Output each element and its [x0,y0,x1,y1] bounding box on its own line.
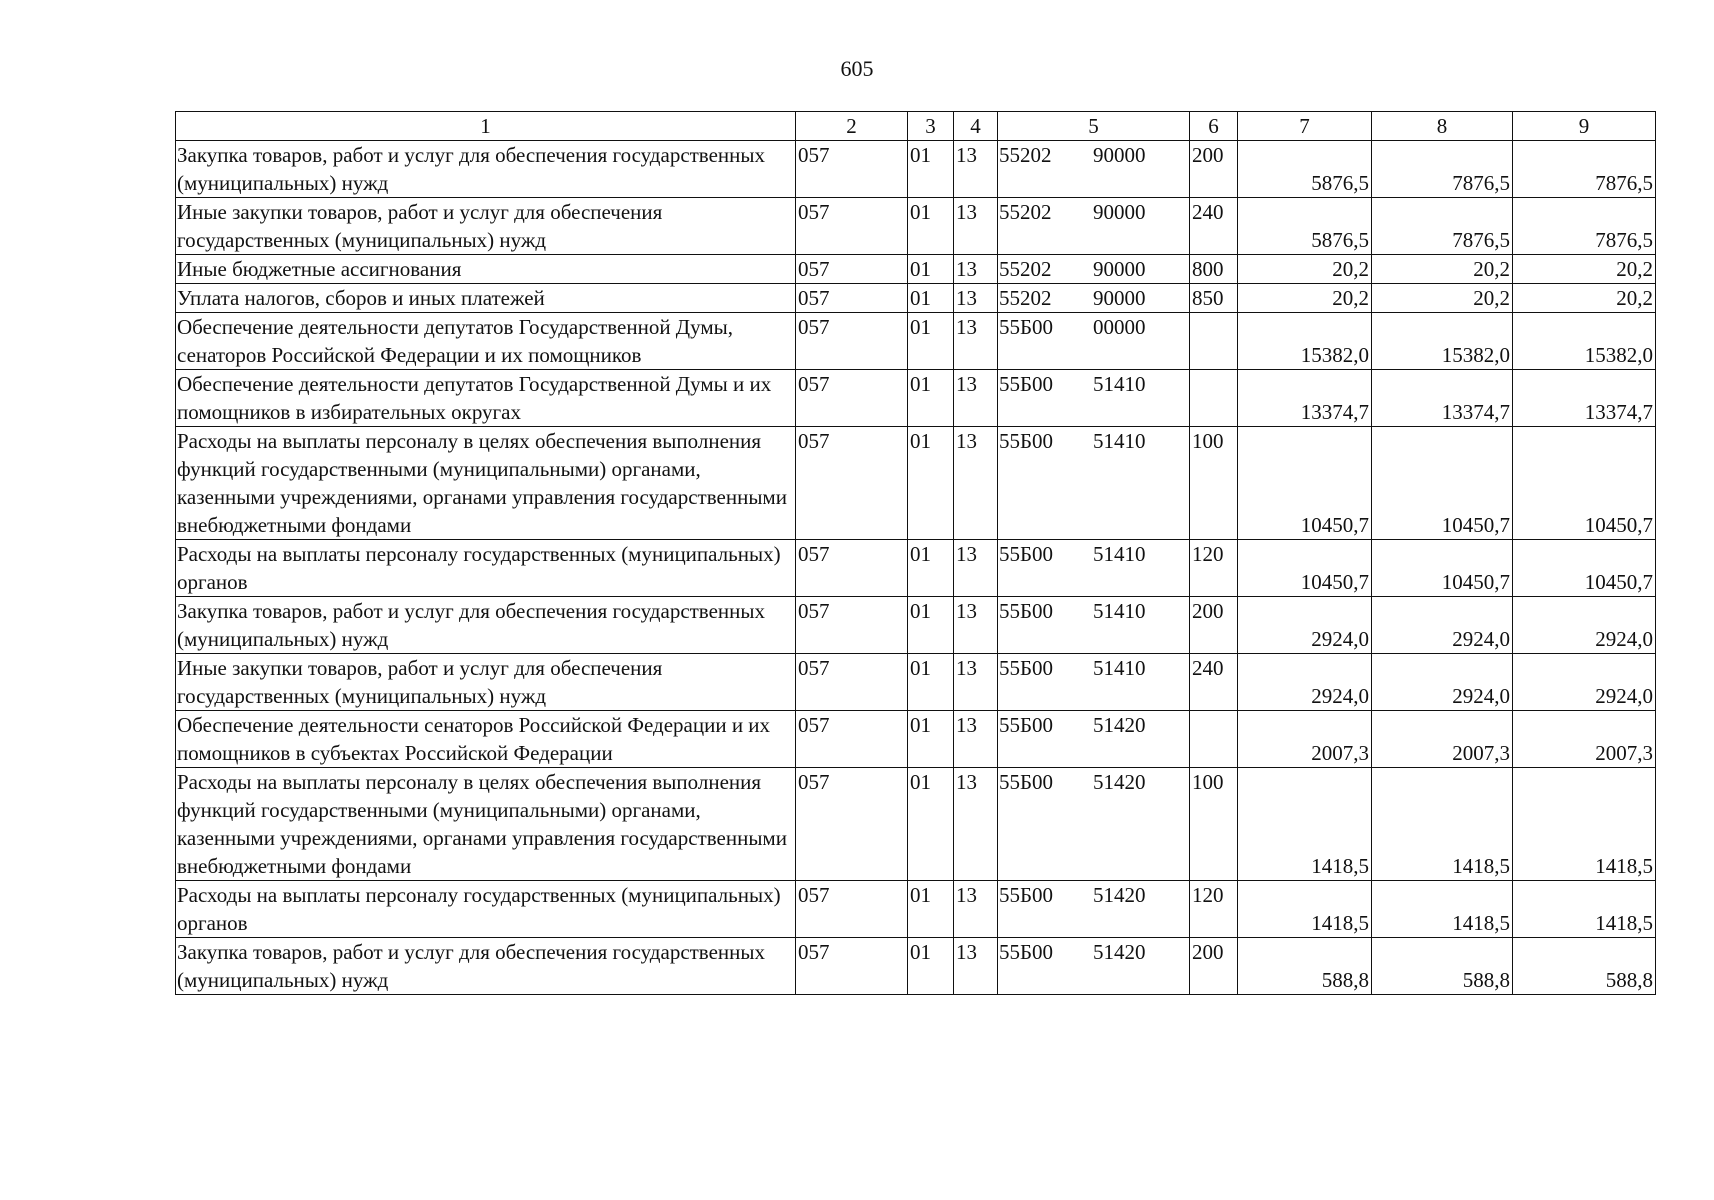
row-amount-9: 15382,0 [1513,313,1656,370]
row-target-code-part-2: 90000 [1093,257,1146,281]
row-expense-type: 240 [1190,654,1238,711]
column-header: 1 [176,112,796,141]
row-amount-7: 2924,0 [1238,654,1372,711]
row-target-code [998,938,1190,995]
row-name: Обеспечение деятельности депутатов Государственной Думы, сенаторов Российской Федерации и их помощников [176,313,796,370]
row-section-code: 01 [908,427,954,540]
row-name: Иные закупки товаров, работ и услуг для обеспечения государственных (муниципальных) нужд [176,654,796,711]
row-section-code: 01 [908,938,954,995]
row-amount-9: 1418,5 [1513,881,1656,938]
row-amount-8: 15382,0 [1372,313,1513,370]
row-name: Расходы на выплаты персоналу в целях обеспечения выполнения функций государственными (муниципальными) органами, казенными учреждениями, органами управления государственными внебюджетными фондами [176,768,796,881]
row-amount-9: 588,8 [1513,938,1656,995]
row-expense-type [1190,711,1238,768]
row-name: Закупка товаров, работ и услуг для обеспечения государственных (муниципальных) нужд [176,938,796,995]
row-target-code [998,370,1190,427]
row-amount-8: 20,2 [1372,284,1513,313]
row-target-code-part-1: 55Б00 [999,883,1054,907]
row-target-code-part-1: 55Б00 [999,599,1054,623]
row-ministry-code: 057 [796,881,908,938]
table-header-row [176,112,1656,141]
row-amount-8: 7876,5 [1372,141,1513,198]
row-expense-type: 850 [1190,284,1238,313]
row-target-code [998,427,1190,540]
row-section-code: 01 [908,198,954,255]
table-row [176,141,1656,198]
row-target-code [998,654,1190,711]
page-number: 605 [840,56,874,81]
row-amount-8: 7876,5 [1372,198,1513,255]
row-amount-7: 588,8 [1238,938,1372,995]
row-amount-9: 13374,7 [1513,370,1656,427]
row-target-code [998,768,1190,881]
row-target-code-part-2: 51410 [1093,372,1146,396]
table-row [176,597,1656,654]
row-amount-7: 2007,3 [1238,711,1372,768]
row-target-code [998,881,1190,938]
row-ministry-code: 057 [796,711,908,768]
row-ministry-code: 057 [796,198,908,255]
row-subsection-code: 13 [954,427,998,540]
row-name: Уплата налогов, сборов и иных платежей [176,284,796,313]
row-expense-type: 100 [1190,427,1238,540]
table-row [176,654,1656,711]
row-ministry-code: 057 [796,284,908,313]
column-header: 8 [1372,112,1513,141]
row-target-code-part-1: 55202 [999,200,1052,224]
row-section-code: 01 [908,255,954,284]
row-amount-9: 10450,7 [1513,427,1656,540]
row-ministry-code: 057 [796,654,908,711]
row-amount-7: 13374,7 [1238,370,1372,427]
row-target-code-part-1: 55Б00 [999,315,1054,339]
row-amount-9: 1418,5 [1513,768,1656,881]
row-target-code-part-1: 55202 [999,143,1052,167]
row-amount-8: 1418,5 [1372,768,1513,881]
row-subsection-code: 13 [954,370,998,427]
row-target-code-part-1: 55Б00 [999,713,1054,737]
row-expense-type: 120 [1190,881,1238,938]
row-section-code: 01 [908,768,954,881]
row-amount-9: 7876,5 [1513,141,1656,198]
row-name: Закупка товаров, работ и услуг для обеспечения государственных (муниципальных) нужд [176,597,796,654]
row-ministry-code: 057 [796,427,908,540]
table-row [176,540,1656,597]
row-amount-8: 2924,0 [1372,654,1513,711]
column-header: 3 [908,112,954,141]
row-target-code [998,711,1190,768]
row-amount-7: 5876,5 [1238,141,1372,198]
row-name: Обеспечение деятельности депутатов Государственной Думы и их помощников в избирательных округах [176,370,796,427]
row-subsection-code: 13 [954,597,998,654]
row-target-code-part-1: 55Б00 [999,656,1054,680]
row-section-code: 01 [908,881,954,938]
row-amount-8: 2924,0 [1372,597,1513,654]
row-target-code-part-2: 90000 [1093,143,1146,167]
row-name: Расходы на выплаты персоналу государственных (муниципальных) органов [176,540,796,597]
row-name: Обеспечение деятельности сенаторов Российской Федерации и их помощников в субъектах Российской Федерации [176,711,796,768]
table-row [176,313,1656,370]
column-header: 6 [1190,112,1238,141]
row-section-code: 01 [908,370,954,427]
row-ministry-code: 057 [796,768,908,881]
row-expense-type: 100 [1190,768,1238,881]
table-row [176,881,1656,938]
row-amount-7: 1418,5 [1238,881,1372,938]
row-subsection-code: 13 [954,881,998,938]
row-expense-type: 240 [1190,198,1238,255]
row-name: Расходы на выплаты персоналу государственных (муниципальных) органов [176,881,796,938]
budget-table [175,111,1656,995]
row-target-code [998,255,1190,284]
row-target-code-part-2: 51410 [1093,599,1146,623]
row-target-code-part-2: 90000 [1093,286,1146,310]
table-row [176,284,1656,313]
row-target-code-part-1: 55Б00 [999,542,1054,566]
table-row [176,938,1656,995]
row-amount-9: 7876,5 [1513,198,1656,255]
column-header: 9 [1513,112,1656,141]
row-subsection-code: 13 [954,198,998,255]
row-amount-7: 5876,5 [1238,198,1372,255]
row-subsection-code: 13 [954,141,998,198]
row-expense-type: 200 [1190,938,1238,995]
row-target-code [998,597,1190,654]
row-target-code-part-2: 51420 [1093,883,1146,907]
table-body [176,141,1656,995]
row-target-code-part-2: 90000 [1093,200,1146,224]
row-subsection-code: 13 [954,654,998,711]
row-target-code-part-1: 55Б00 [999,940,1054,964]
row-target-code [998,540,1190,597]
row-section-code: 01 [908,540,954,597]
row-amount-9: 2924,0 [1513,654,1656,711]
row-amount-8: 588,8 [1372,938,1513,995]
row-ministry-code: 057 [796,540,908,597]
row-target-code-part-1: 55202 [999,286,1052,310]
row-target-code-part-1: 55202 [999,257,1052,281]
row-target-code-part-2: 51420 [1093,940,1146,964]
row-ministry-code: 057 [796,255,908,284]
row-subsection-code: 13 [954,938,998,995]
row-expense-type: 200 [1190,597,1238,654]
table-row [176,768,1656,881]
row-subsection-code: 13 [954,768,998,881]
row-amount-8: 20,2 [1372,255,1513,284]
row-amount-9: 2924,0 [1513,597,1656,654]
row-target-code-part-2: 00000 [1093,315,1146,339]
row-name: Иные закупки товаров, работ и услуг для обеспечения государственных (муниципальных) нужд [176,198,796,255]
row-subsection-code: 13 [954,711,998,768]
row-subsection-code: 13 [954,540,998,597]
row-target-code-part-1: 55Б00 [999,429,1054,453]
row-ministry-code: 057 [796,938,908,995]
row-amount-9: 20,2 [1513,284,1656,313]
row-target-code-part-2: 51410 [1093,656,1146,680]
row-amount-8: 13374,7 [1372,370,1513,427]
row-expense-type [1190,370,1238,427]
row-amount-7: 20,2 [1238,284,1372,313]
row-section-code: 01 [908,654,954,711]
table-row [176,255,1656,284]
row-section-code: 01 [908,597,954,654]
row-target-code-part-1: 55Б00 [999,372,1054,396]
row-amount-9: 20,2 [1513,255,1656,284]
row-expense-type: 200 [1190,141,1238,198]
row-name: Иные бюджетные ассигнования [176,255,796,284]
row-amount-7: 15382,0 [1238,313,1372,370]
row-name: Расходы на выплаты персоналу в целях обеспечения выполнения функций государственными (муниципальными) органами, казенными учреждениями, органами управления государственными внебюджетными фондами [176,427,796,540]
row-ministry-code: 057 [796,597,908,654]
row-name: Закупка товаров, работ и услуг для обеспечения государственных (муниципальных) нужд [176,141,796,198]
table-row [176,711,1656,768]
row-expense-type: 120 [1190,540,1238,597]
row-target-code-part-2: 51420 [1093,713,1146,737]
table-row [176,427,1656,540]
row-target-code-part-1: 55Б00 [999,770,1054,794]
table-row [176,198,1656,255]
table-row [176,370,1656,427]
row-target-code-part-2: 51410 [1093,542,1146,566]
row-amount-8: 2007,3 [1372,711,1513,768]
row-amount-7: 20,2 [1238,255,1372,284]
row-ministry-code: 057 [796,313,908,370]
row-amount-7: 2924,0 [1238,597,1372,654]
column-header: 5 [998,112,1190,141]
column-header: 7 [1238,112,1372,141]
row-target-code [998,198,1190,255]
row-target-code [998,313,1190,370]
row-target-code-part-2: 51410 [1093,429,1146,453]
row-target-code [998,284,1190,313]
row-amount-9: 2007,3 [1513,711,1656,768]
row-ministry-code: 057 [796,141,908,198]
row-ministry-code: 057 [796,370,908,427]
row-section-code: 01 [908,711,954,768]
row-amount-7: 10450,7 [1238,540,1372,597]
column-header: 4 [954,112,998,141]
row-expense-type [1190,313,1238,370]
row-section-code: 01 [908,141,954,198]
row-target-code-part-2: 51420 [1093,770,1146,794]
row-amount-8: 10450,7 [1372,540,1513,597]
row-amount-9: 10450,7 [1513,540,1656,597]
row-section-code: 01 [908,284,954,313]
row-amount-7: 10450,7 [1238,427,1372,540]
row-subsection-code: 13 [954,313,998,370]
row-target-code [998,141,1190,198]
row-amount-8: 1418,5 [1372,881,1513,938]
column-header: 2 [796,112,908,141]
row-amount-8: 10450,7 [1372,427,1513,540]
row-expense-type: 800 [1190,255,1238,284]
row-subsection-code: 13 [954,284,998,313]
row-amount-7: 1418,5 [1238,768,1372,881]
row-section-code: 01 [908,313,954,370]
row-subsection-code: 13 [954,255,998,284]
